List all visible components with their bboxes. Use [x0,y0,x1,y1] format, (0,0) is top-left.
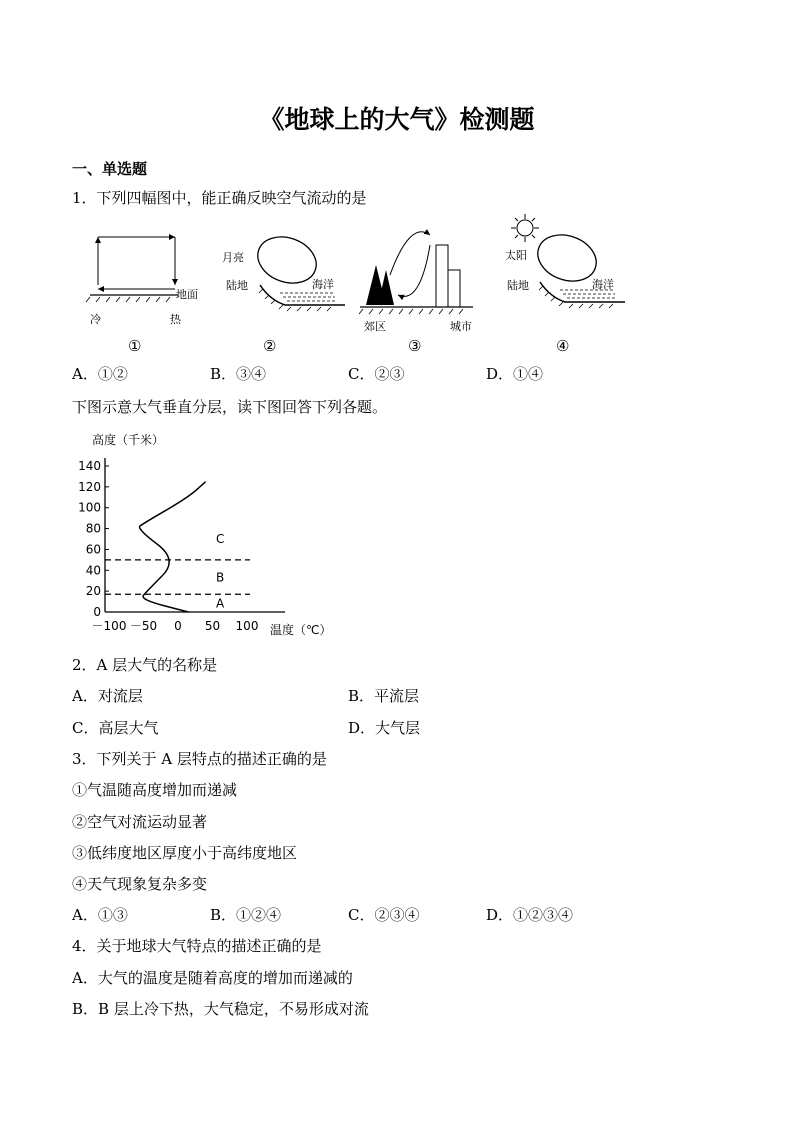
figure-3-diagram [358,215,478,320]
q3-option-c: C．②③④ [348,906,420,924]
fig2-land-label: 陆地 [226,279,248,292]
figure-4-diagram [505,210,625,320]
q3-option-a: A．①③ [72,906,128,924]
q1-option-b: B．③④ [210,365,267,383]
y-tick-label: 40 [85,563,101,578]
fig1-ground-label: 地面 [176,288,198,301]
figure-2-diagram [225,225,345,325]
x-tick-label: 50 [204,619,221,633]
q2-option-d: D．大气层 [348,719,421,737]
fig2-moon-label: 月亮 [222,251,244,264]
fig1-cold-label: 冷 [90,313,101,326]
q3-option-d: D．①②③④ [486,906,574,924]
question-4-stem: 4．关于地球大气特点的描述正确的是 [72,937,322,955]
q4-option-b: B．B 层上冷下热，大气稳定，不易形成对流 [72,1000,369,1018]
y-tick-label: 100 [78,500,101,515]
atmosphere-chart [70,428,360,643]
fig4-sun-label: 太阳 [505,249,527,262]
question-3-stem: 3．下列关于 A 层特点的描述正确的是 [72,750,327,768]
fig2-number: ② [263,337,277,355]
layer-label: B [216,570,225,585]
fig4-sea-label: 海洋 [592,278,614,291]
y-tick-label: 60 [85,542,101,557]
fig3-number: ③ [408,337,422,355]
q3-item-1: ①气温随高度增加而递减 [72,781,238,799]
q3-item-3: ③低纬度地区厚度小于高纬度地区 [72,844,298,862]
temperature-curve [140,482,206,612]
fig3-suburb-label: 郊区 [364,320,386,333]
x-tick-label: －50 [129,619,158,633]
q3-item-4: ④天气现象复杂多变 [72,875,208,893]
page-title: 《地球上的大气》检测题 [259,105,535,134]
x-tick-label: 100 [235,619,259,633]
question-2-stem: 2．A 层大气的名称是 [72,656,218,674]
fig1-hot-label: 热 [170,313,181,326]
q1-option-a: A．①② [72,365,128,383]
q2-option-c: C．高层大气 [72,719,159,737]
q3-item-2: ②空气对流运动显著 [72,813,208,831]
y-tick-label: 140 [78,459,101,473]
x-tick-label: －100 [91,619,127,633]
intro-text: 下图示意大气垂直分层，读下图回答下列各题。 [72,398,388,416]
sun-icon [511,214,539,242]
y-tick-label: 0 [93,605,101,619]
fig3-city-label: 城市 [450,320,472,333]
question-1-stem: 1．下列四幅图中，能正确反映空气流动的是 [72,189,367,207]
layer-label: C [216,532,225,546]
layer-label: A [216,596,225,611]
fig2-sea-label: 海洋 [312,278,334,291]
fig4-number: ④ [556,337,570,355]
q2-option-b: B．平流层 [348,687,420,705]
moon-icon [234,235,247,246]
section-heading: 一、单选题 [72,160,148,178]
y-tick-label: 20 [85,584,101,599]
fig1-number: ① [128,337,142,355]
q1-option-d: D．①④ [486,365,544,383]
chart-xlabel: 温度（℃） [270,623,332,637]
x-tick-label: 0 [174,619,182,633]
q4-option-a: A．大气的温度是随着高度的增加而递减的 [72,969,353,987]
chart-ylabel: 高度（千米） [92,433,165,447]
q1-option-c: C．②③ [348,365,405,383]
q2-option-a: A．对流层 [72,687,143,705]
y-tick-label: 120 [78,479,101,494]
fig4-land-label: 陆地 [507,279,529,292]
q3-option-b: B．①②④ [210,906,282,924]
y-tick-label: 80 [85,521,101,536]
